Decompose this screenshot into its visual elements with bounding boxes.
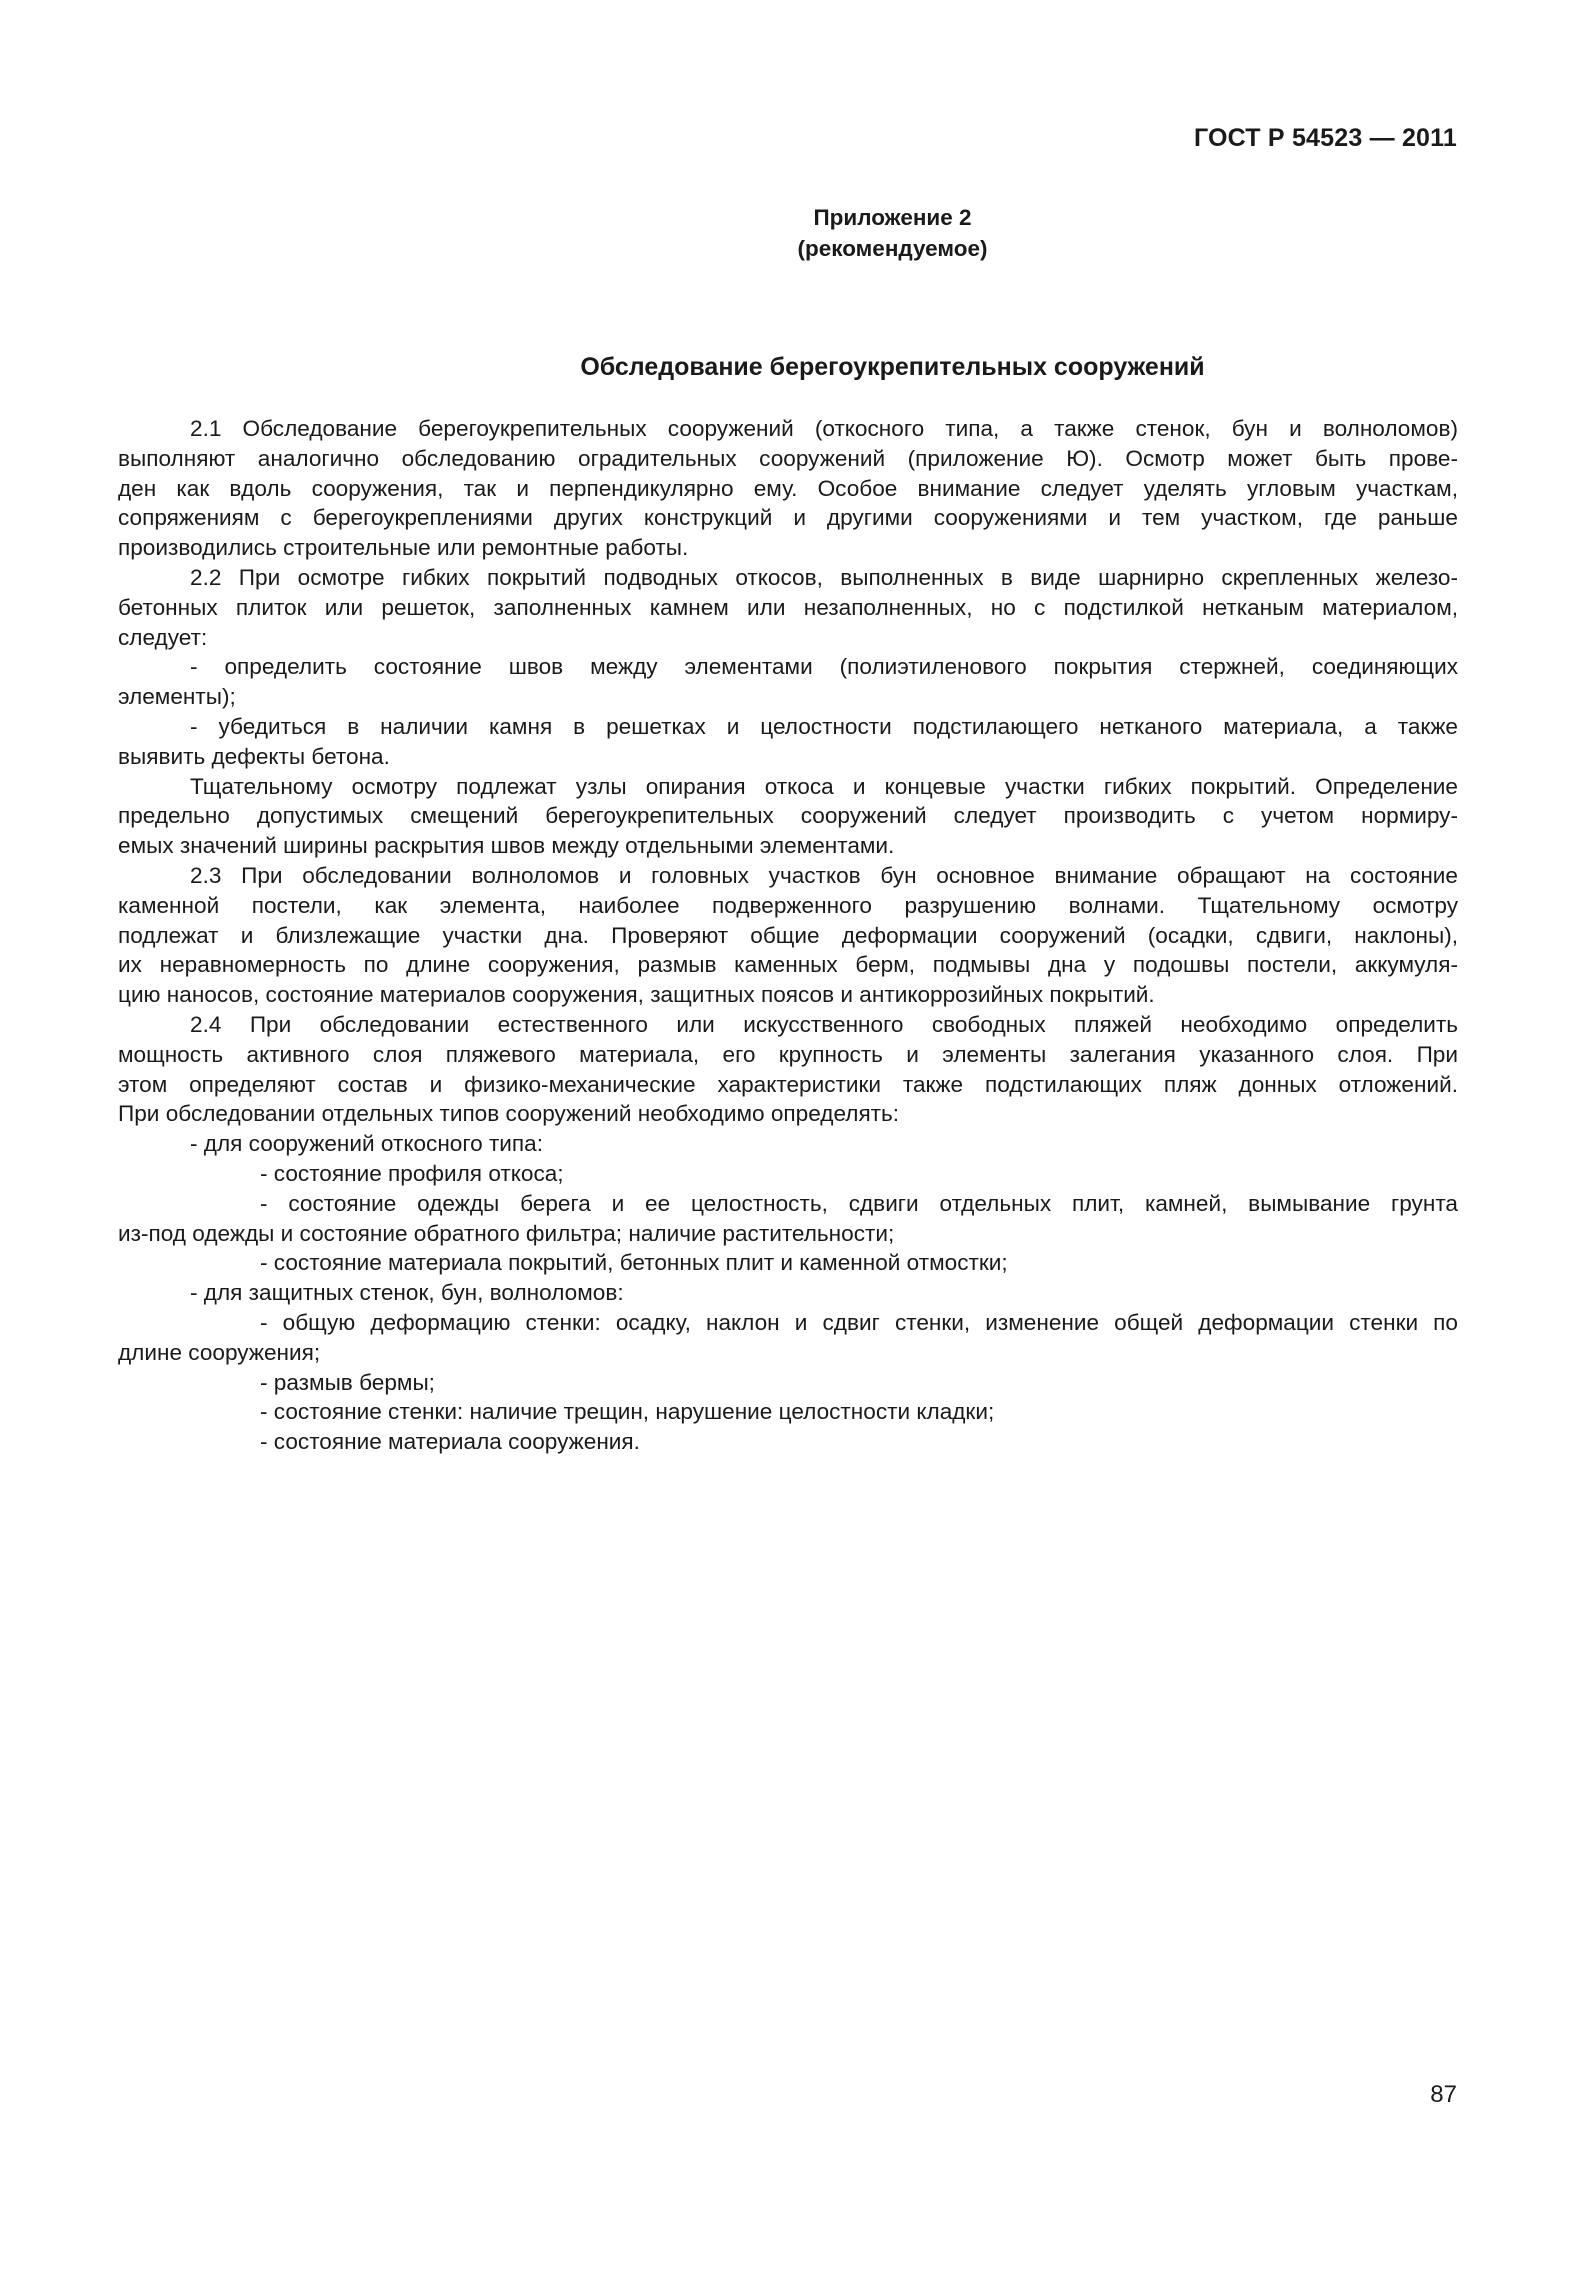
- text-line: - состояние материала сооружения.: [260, 1429, 640, 1455]
- body-text: [118, 414, 1458, 1457]
- text-line: 2.1 Обследование берегоукрепительных сооружений (откосного типа, а также стенок, бун и волноломов): [190, 416, 1458, 441]
- text-line: - для сооружений откосного типа:: [190, 1131, 543, 1157]
- text-line: - убедиться в наличии камня в решетках и целостности подстилающего нетканого материала, а также: [190, 713, 1458, 739]
- text-line: производились строительные или ремонтные работы.: [118, 535, 689, 561]
- appendix-title: Приложение 2: [813, 205, 972, 230]
- text-line: бетонных плиток или решеток, заполненных камнем или незаполненных, но с подстилкой нетканым материалом,: [118, 594, 1458, 620]
- text-line: из-под одежды и состояние обратного фильтра; наличие растительности;: [118, 1220, 895, 1246]
- text-line: длине сооружения;: [118, 1339, 321, 1365]
- text-line: предельно допустимых смещений берегоукрепительных сооружений следует производить с учетом нормиру-: [118, 803, 1458, 829]
- text-line: - общую деформацию стенки: осадку, наклон и сдвиг стенки, изменение общей деформации стенки по: [260, 1309, 1458, 1335]
- text-line: выполняют аналогично обследованию оградительных сооружений (приложение Ю). Осмотр может быть прове-: [118, 445, 1458, 471]
- text-line: - для защитных стенок, бун, волноломов:: [190, 1280, 624, 1306]
- section-title-block: [0, 353, 1575, 382]
- text-line: ден как вдоль сооружения, так и перпендикулярно ему. Особое внимание следует уделять угловым участкам,: [118, 475, 1458, 501]
- text-line: - определить состояние швов между элементами (полиэтиленового покрытия стержней, соединяющих: [190, 654, 1458, 680]
- text-line: - состояние одежды берега и ее целостность, сдвиги отдельных плит, камней, вымывание грунта: [260, 1190, 1458, 1216]
- appendix-heading: [0, 202, 1575, 264]
- text-line: подлежат и близлежащие участки дна. Проверяют общие деформации сооружений (осадки, сдвиги, наклоны),: [118, 922, 1458, 948]
- document-code: ГОСТ Р 54523 — 2011: [1193, 124, 1457, 152]
- text-line: выявить дефекты бетона.: [118, 743, 390, 769]
- text-line: 2.3 При обследовании волноломов и головных участков бун основное внимание обращают на состояние: [190, 862, 1458, 888]
- text-line: этом определяют состав и физико-механические характеристики также подстилающих пляж донных отложений.: [118, 1071, 1458, 1097]
- text-line: сопряжениям с берегоукреплениями других конструкций и другими сооружениями и тем участком, где раньше: [118, 505, 1458, 531]
- text-line: мощность активного слоя пляжевого материала, его крупность и элементы залегания указанного слоя. При: [118, 1041, 1458, 1067]
- text-line: элементы);: [118, 684, 236, 710]
- text-line: Тщательному осмотру подлежат узлы опирания откоса и концевые участки гибких покрытий. Определение: [190, 773, 1458, 799]
- text-line: каменной постели, как элемента, наиболее подверженного разрушению волнами. Тщательному осмотру: [118, 892, 1458, 918]
- text-line: емых значений ширины раскрытия швов между отдельными элементами.: [118, 833, 895, 859]
- text-line: 2.4 При обследовании естественного или искусственного свободных пляжей необходимо определить: [190, 1011, 1458, 1037]
- text-line: следует:: [118, 624, 208, 650]
- text-line: - состояние стенки: наличие трещин, нарушение целостности кладки;: [260, 1399, 995, 1425]
- page-number: 87: [1430, 2081, 1457, 2108]
- text-line: - состояние материала покрытий, бетонных плит и каменной отмостки;: [260, 1250, 1008, 1276]
- text-line: - состояние профиля откоса;: [260, 1160, 564, 1186]
- text-line: 2.2 При осмотре гибких покрытий подводных откосов, выполненных в виде шарнирно скрепленных железо-: [190, 564, 1458, 590]
- text-line: - размыв бермы;: [260, 1369, 435, 1395]
- appendix-status: (рекомендуемое): [797, 236, 988, 261]
- text-line: цию наносов, состояние материалов сооружения, защитных поясов и антикоррозийных покрытий.: [118, 982, 1155, 1008]
- text-line: При обследовании отдельных типов сооружений необходимо определять:: [118, 1101, 900, 1127]
- section-title: Обследование берегоукрепительных сооружений: [580, 353, 1205, 381]
- text-line: их неравномерность по длине сооружения, размыв каменных берм, подмывы дна у подошвы постели, аккумуля-: [118, 952, 1458, 978]
